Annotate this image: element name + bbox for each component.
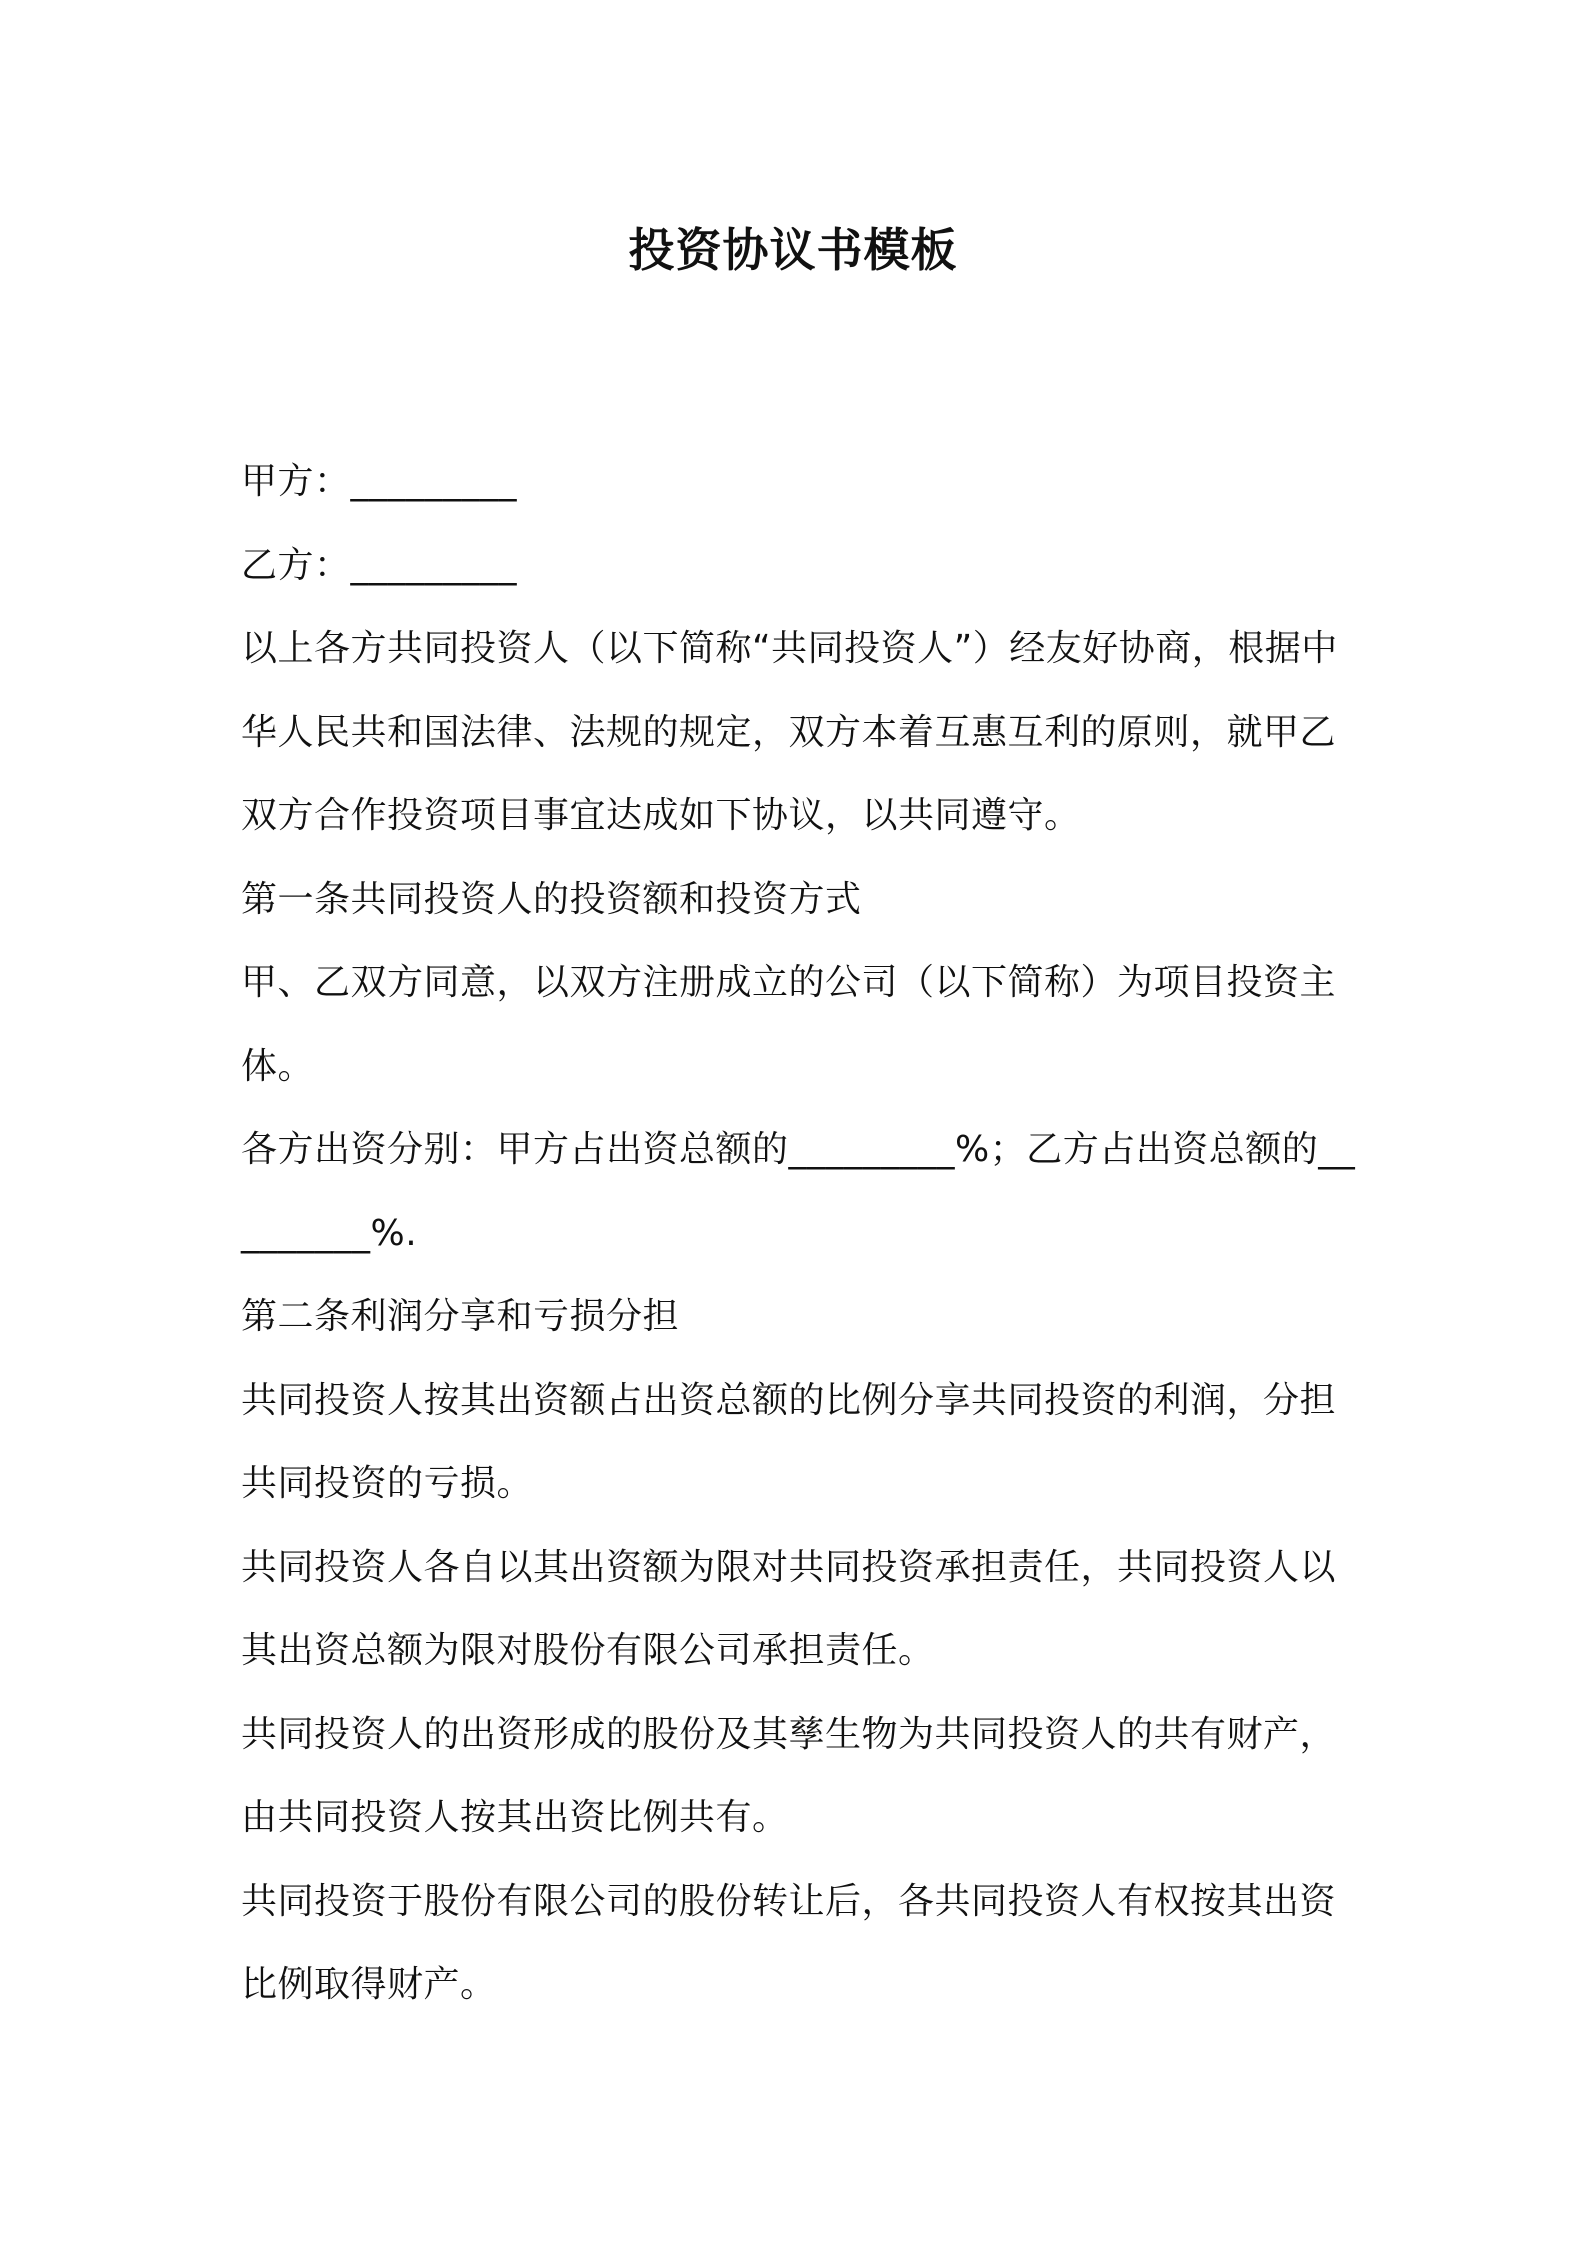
article-2-paragraph-4: 共同投资于股份有限公司的股份转让后，各共同投资人有权按其出资比例取得财产。 [241, 1880, 1337, 2005]
document-title: 投资协议书模板 [628, 223, 958, 277]
party-a-line: 甲方：_________ [241, 461, 518, 502]
article-1-paragraph-2: 各方出资分别：甲方占出资总额的_________%；乙方占出资总额的_________%. [241, 1129, 1356, 1254]
article-2-paragraph-2: 共同投资人各自以其出资额为限对共同投资承担责任，共同投资人以其出资总额为限对股份有限公司承担责任。 [241, 1546, 1337, 1671]
article-1-heading: 第一条共同投资人的投资额和投资方式 [241, 878, 862, 920]
article-1-paragraph-1: 甲、乙双方同意，以双方注册成立的公司（以下简称）为项目投资主体。 [241, 962, 1337, 1087]
party-b-line: 乙方：_________ [241, 544, 518, 586]
article-2-paragraph-3: 共同投资人的出资形成的股份及其孳生物为共同投资人的共有财产，由共同投资人按其出资比例共有。 [241, 1713, 1337, 1838]
preamble-paragraph: 以上各方共同投资人（以下简称“共同投资人”）经友好协商，根据中华人民共和国法律、法规的规定，双方本着互惠互利的原则，就甲乙双方合作投资项目事宜达成如下协议，以共同遵守。 [241, 628, 1338, 836]
document-body [241, 440, 1361, 2027]
article-2-heading: 第二条利润分享和亏损分担 [241, 1296, 680, 1337]
article-2-paragraph-1: 共同投资人按其出资额占出资总额的比例分享共同投资的利润，分担共同投资的亏损。 [241, 1379, 1337, 1504]
